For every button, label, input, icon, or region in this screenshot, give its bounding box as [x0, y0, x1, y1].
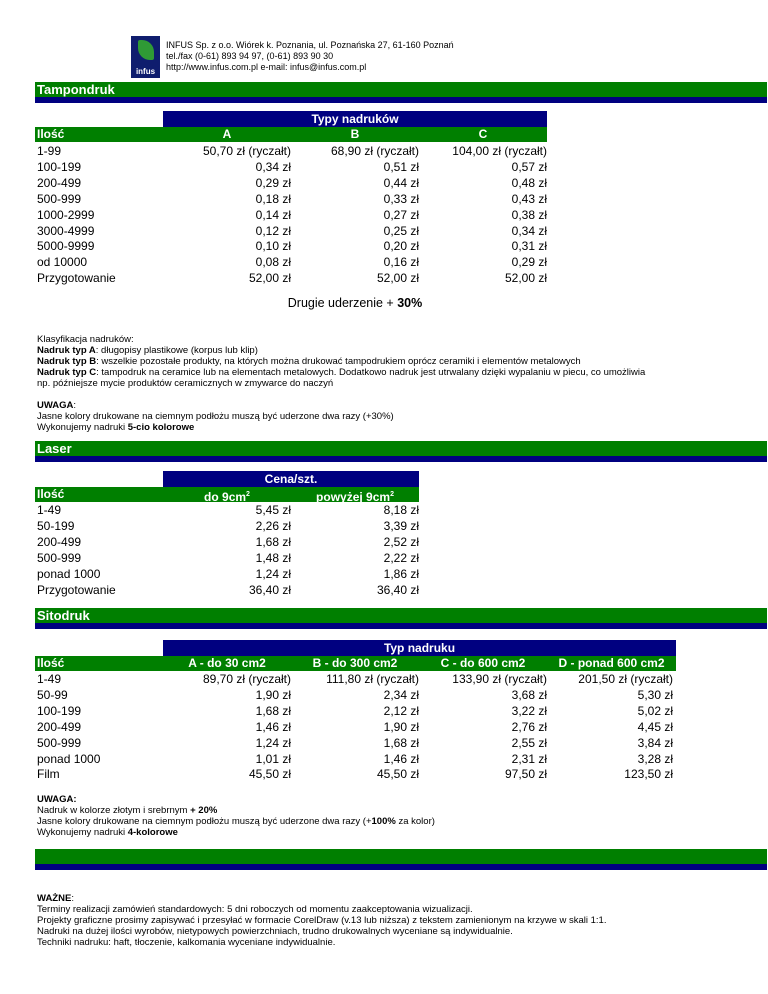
laser-cell-value: 1,24 zł [255, 566, 291, 581]
tampondruk-band [35, 82, 767, 97]
tampondruk-cell-value: 0,20 zł [383, 239, 419, 254]
type-b-text: : wszelkie pozostałe produkty, na których można drukować tampodrukiem oprócz ceramiki i elementów metalowych [96, 356, 581, 367]
sitodruk-col-c: C - do 600 cm2 [440, 656, 526, 670]
sitodruk-cell-value: 5,02 zł [637, 703, 673, 718]
important-label: WAŻNE [37, 893, 72, 904]
tampondruk-cell-value: 0,14 zł [255, 207, 291, 222]
company-phone: tel./fax (0-61) 893 94 97, (0-61) 893 90 30 [166, 51, 334, 61]
laser-cell-value: 2,52 zł [383, 534, 419, 549]
sitodruk-band-stripe [35, 623, 767, 629]
tampondruk-col-c: C [478, 127, 488, 141]
sitodruk-cell-value: 1,46 zł [255, 719, 291, 734]
laser-cell-qty: 1-49 [37, 503, 62, 517]
type-b-label: Nadruk typ B [37, 356, 97, 367]
tampondruk-cell-value: 0,08 zł [255, 255, 291, 270]
tampondruk-note-line2-bold: 5-cio kolorowe [127, 422, 195, 433]
tampondruk-cell-value: 0,43 zł [511, 191, 547, 206]
sitodruk-note-line3-text: Wykonujemy nadruki [37, 827, 128, 838]
sitodruk-title: Sitodruk [37, 608, 90, 623]
tampondruk-cell-qty: 3000-4999 [37, 223, 95, 238]
sitodruk-col-a: A - do 30 cm2 [188, 656, 266, 670]
tampondruk-band-stripe [35, 97, 767, 103]
important-line-3: Nadruki na dużej ilości wyrobów, nietypowych powierzchniach, trudno drukowalnych wyceniane są indywidualnie. [37, 926, 513, 937]
tampondruk-cell-qty: 1-99 [37, 144, 62, 158]
second-hit-text: Drugie uderzenie + [287, 296, 398, 310]
empty-band-stripe [35, 864, 767, 870]
sitodruk-cell-qty: 50-99 [37, 687, 68, 702]
leaf-icon [138, 40, 154, 60]
sitodruk-cell-qty: 500-999 [37, 735, 82, 750]
important-block [37, 893, 762, 948]
tampondruk-cell-qty: od 10000 [37, 255, 88, 270]
sitodruk-note-line2-post: za kolor) [395, 816, 435, 827]
tampondruk-cell-value: 52,00 zł [376, 271, 419, 286]
sitodruk-note-line2-text: Jasne kolory drukowane na ciemnym podłożu muszą być uderzone dwa razy (+ [37, 816, 372, 827]
second-hit-note [163, 296, 547, 312]
tampondruk-cell-qty: 1000-2999 [37, 207, 95, 222]
sitodruk-cell-value: 1,90 zł [383, 719, 419, 734]
laser-cell-value: 1,68 zł [255, 534, 291, 549]
sitodruk-cell-value: 3,68 zł [511, 687, 547, 702]
tampondruk-cell-value: 0,34 zł [511, 223, 547, 238]
sitodruk-group-header: Typ nadruku [163, 640, 676, 656]
type-c-text: : tampodruk na ceramice lub na elementach metalowych. Dodatkowo nadruk jest utrwalany dzięki wypalaniu w piecu, co umożliwia [96, 367, 646, 378]
laser-col-1-text: do 9cm [204, 490, 247, 504]
tampondruk-col-a: A [222, 127, 232, 141]
tampondruk-group-header: Typy nadruków [163, 111, 547, 127]
tampondruk-cell-value: 0,57 zł [511, 159, 547, 174]
laser-cell-value: 1,86 zł [383, 566, 419, 581]
sitodruk-note-line3 [37, 827, 757, 838]
tampondruk-cell-value: 52,00 zł [248, 271, 291, 286]
tampondruk-cell-value: 50,70 zł (ryczałt) [202, 144, 291, 158]
tampondruk-note-line2-text: Wykonujemy nadruki [37, 422, 128, 433]
laser-cell-value: 3,39 zł [383, 518, 419, 533]
tampondruk-cell-qty: 500-999 [37, 191, 82, 206]
tampondruk-cell-value: 0,51 zł [383, 159, 419, 174]
sitodruk-cell-value: 201,50 zł (ryczałt) [578, 672, 673, 686]
important-line-4: Techniki nadruku: haft, tłoczenie, kalkomania wyceniane indywidualnie. [37, 937, 336, 948]
sitodruk-col-d: D - ponad 600 cm2 [558, 656, 665, 670]
tampondruk-cell-value: 0,25 zł [383, 223, 419, 238]
sitodruk-note-line3-bold: 4-kolorowe [127, 827, 178, 838]
sitodruk-cell-qty: 200-499 [37, 719, 82, 734]
laser-cell-qty: 50-199 [37, 518, 75, 533]
laser-cell-value: 36,40 zł [248, 582, 291, 597]
tampondruk-cell-value: 0,44 zł [383, 175, 419, 190]
sitodruk-cell-value: 2,31 zł [511, 751, 547, 766]
sitodruk-cell-value: 1,68 zł [383, 735, 419, 750]
sitodruk-cell-qty: Film [37, 767, 60, 782]
classification-title: Klasyfikacja nadruków: [37, 334, 134, 345]
laser-cell-qty: 200-499 [37, 534, 82, 549]
tampondruk-cell-qty: 200-499 [37, 175, 82, 190]
tampondruk-note-label: UWAGA [37, 400, 74, 411]
type-a-text: : długopisy plastikowe (korpus lub klip) [95, 345, 258, 356]
laser-cell-qty: Przygotowanie [37, 582, 116, 597]
tampondruk-cell-qty: 5000-9999 [37, 239, 95, 254]
type-c-label: Nadruk typ C [37, 367, 97, 378]
tampondruk-cell-value: 0,33 zł [383, 191, 419, 206]
sitodruk-cell-value: 2,34 zł [383, 687, 419, 702]
type-c-cont: np. późniejsze mycie produktów ceramicznych w zmywarce do naczyń [37, 378, 334, 389]
tampondruk-cell-value: 0,34 zł [255, 159, 291, 174]
type-c-line [37, 367, 757, 378]
laser-cell-qty: ponad 1000 [37, 566, 101, 581]
tampondruk-cell-value: 104,00 zł (ryczałt) [452, 144, 547, 158]
type-a-label: Nadruk typ A [37, 345, 96, 356]
logo-text: infus [135, 67, 156, 76]
tampondruk-cell-value: 0,48 zł [511, 175, 547, 190]
laser-cell-value: 8,18 zł [383, 503, 419, 517]
sitodruk-qty-header: Ilość [37, 656, 65, 670]
tampondruk-col-b: B [350, 127, 360, 141]
sitodruk-cell-value: 2,55 zł [511, 735, 547, 750]
important-line-1: Terminy realizacji zamówień standardowych: 5 dni roboczych od momentu zaakceptowania wizualizacji. [37, 904, 473, 915]
sitodruk-cell-value: 2,12 zł [383, 703, 419, 718]
sitodruk-cell-value: 123,50 zł [624, 767, 673, 782]
company-info [166, 40, 454, 73]
laser-cell-value: 36,40 zł [376, 582, 419, 597]
sitodruk-note-title [37, 794, 757, 805]
laser-col-1-sup: 2 [246, 491, 250, 498]
laser-title: Laser [37, 441, 72, 456]
sitodruk-cell-value: 45,50 zł [248, 767, 291, 782]
tampondruk-cell-value: 0,16 zł [383, 255, 419, 270]
sitodruk-cell-value: 1,90 zł [255, 687, 291, 702]
company-contact: http://www.infus.com.pl e-mail: infus@infus.com.pl [166, 62, 367, 72]
classification-block [37, 334, 757, 433]
tampondruk-cell-qty: 100-199 [37, 159, 82, 174]
laser-cell-value: 1,48 zł [255, 550, 291, 565]
company-address: INFUS Sp. z o.o. Wiórek k. Poznania, ul. Poznańska 27, 61-160 Poznań [166, 40, 454, 50]
sitodruk-cell-value: 3,22 zł [511, 703, 547, 718]
sitodruk-cell-value: 2,76 zł [511, 719, 547, 734]
tampondruk-cell-value: 0,29 zł [511, 255, 547, 270]
tampondruk-title: Tampondruk [37, 82, 115, 97]
sitodruk-cell-value: 45,50 zł [376, 767, 419, 782]
sitodruk-cell-qty: 100-199 [37, 703, 82, 718]
sitodruk-cell-value: 1,24 zł [255, 735, 291, 750]
tampondruk-cell-value: 68,90 zł (ryczałt) [330, 144, 419, 158]
type-a-line [37, 345, 757, 356]
sitodruk-note-label: UWAGA: [37, 794, 77, 805]
sitodruk-cell-value: 3,84 zł [637, 735, 673, 750]
tampondruk-cell-value: 52,00 zł [504, 271, 547, 286]
important-title [37, 893, 762, 904]
company-logo [131, 36, 160, 78]
sitodruk-note-line2-bold: 100% [371, 816, 396, 827]
tampondruk-note-colon: : [73, 400, 77, 411]
tampondruk-cell-value: 0,29 zł [255, 175, 291, 190]
sitodruk-note-block [37, 794, 757, 838]
laser-group-header: Cena/szt. [163, 471, 419, 487]
tampondruk-note-line1: Jasne kolory drukowane na ciemnym podłożu muszą być uderzone dwa razy (+30%) [37, 411, 394, 422]
laser-cell-value: 2,22 zł [383, 550, 419, 565]
sitodruk-band [35, 608, 767, 623]
sitodruk-note-line1-text: Nadruk w kolorze złotym i srebrnym [37, 805, 191, 816]
laser-cell-qty: 500-999 [37, 550, 82, 565]
sitodruk-cell-qty: ponad 1000 [37, 751, 101, 766]
tampondruk-cell-value: 0,18 zł [255, 191, 291, 206]
tampondruk-qty-header: Ilość [37, 127, 65, 141]
sitodruk-cell-value: 1,01 zł [255, 751, 291, 766]
laser-cell-value: 2,26 zł [255, 518, 291, 533]
sitodruk-cell-value: 3,28 zł [637, 751, 673, 766]
laser-band-stripe [35, 456, 767, 462]
tampondruk-note-line2 [37, 422, 757, 433]
laser-qty-header: Ilość [37, 487, 65, 501]
sitodruk-cell-value: 1,68 zł [255, 703, 291, 718]
sitodruk-note-line1-bold: + 20% [190, 805, 218, 816]
sitodruk-cell-value: 5,30 zł [637, 687, 673, 702]
sitodruk-cell-value: 89,70 zł (ryczałt) [202, 672, 291, 686]
type-b-line [37, 356, 757, 367]
tampondruk-cell-value: 0,12 zł [255, 223, 291, 238]
tampondruk-cell-value: 0,27 zł [383, 207, 419, 222]
important-colon: : [71, 893, 74, 904]
sitodruk-cell-value: 1,46 zł [383, 751, 419, 766]
important-line-2: Projekty graficzne prosimy zapisywać i przesyłać w formacie CorelDraw (v.13 lub niższa) z tekstem zamienionym na krzywe w skali 1:1. [37, 915, 607, 926]
sitodruk-cell-value: 111,80 zł (ryczałt) [326, 672, 419, 686]
sitodruk-col-b: B - do 300 cm2 [312, 656, 398, 670]
sitodruk-cell-value: 133,90 zł (ryczałt) [452, 672, 547, 686]
empty-band [35, 849, 767, 864]
sitodruk-cell-value: 4,45 zł [637, 719, 673, 734]
laser-cell-value: 5,45 zł [255, 503, 291, 517]
laser-col-2-text: powyżej 9cm [316, 490, 391, 504]
tampondruk-note-title [37, 400, 757, 411]
tampondruk-cell-qty: Przygotowanie [37, 271, 116, 286]
tampondruk-cell-value: 0,10 zł [255, 239, 291, 254]
sitodruk-note-line1 [37, 805, 757, 816]
tampondruk-cell-value: 0,31 zł [511, 239, 547, 254]
second-hit-value: 30% [397, 296, 423, 310]
sitodruk-cell-qty: 1-49 [37, 672, 62, 686]
sitodruk-cell-value: 97,50 zł [504, 767, 547, 782]
laser-band [35, 441, 767, 456]
sitodruk-note-line2 [37, 816, 757, 827]
laser-col-2-sup: 2 [390, 491, 394, 498]
tampondruk-cell-value: 0,38 zł [511, 207, 547, 222]
